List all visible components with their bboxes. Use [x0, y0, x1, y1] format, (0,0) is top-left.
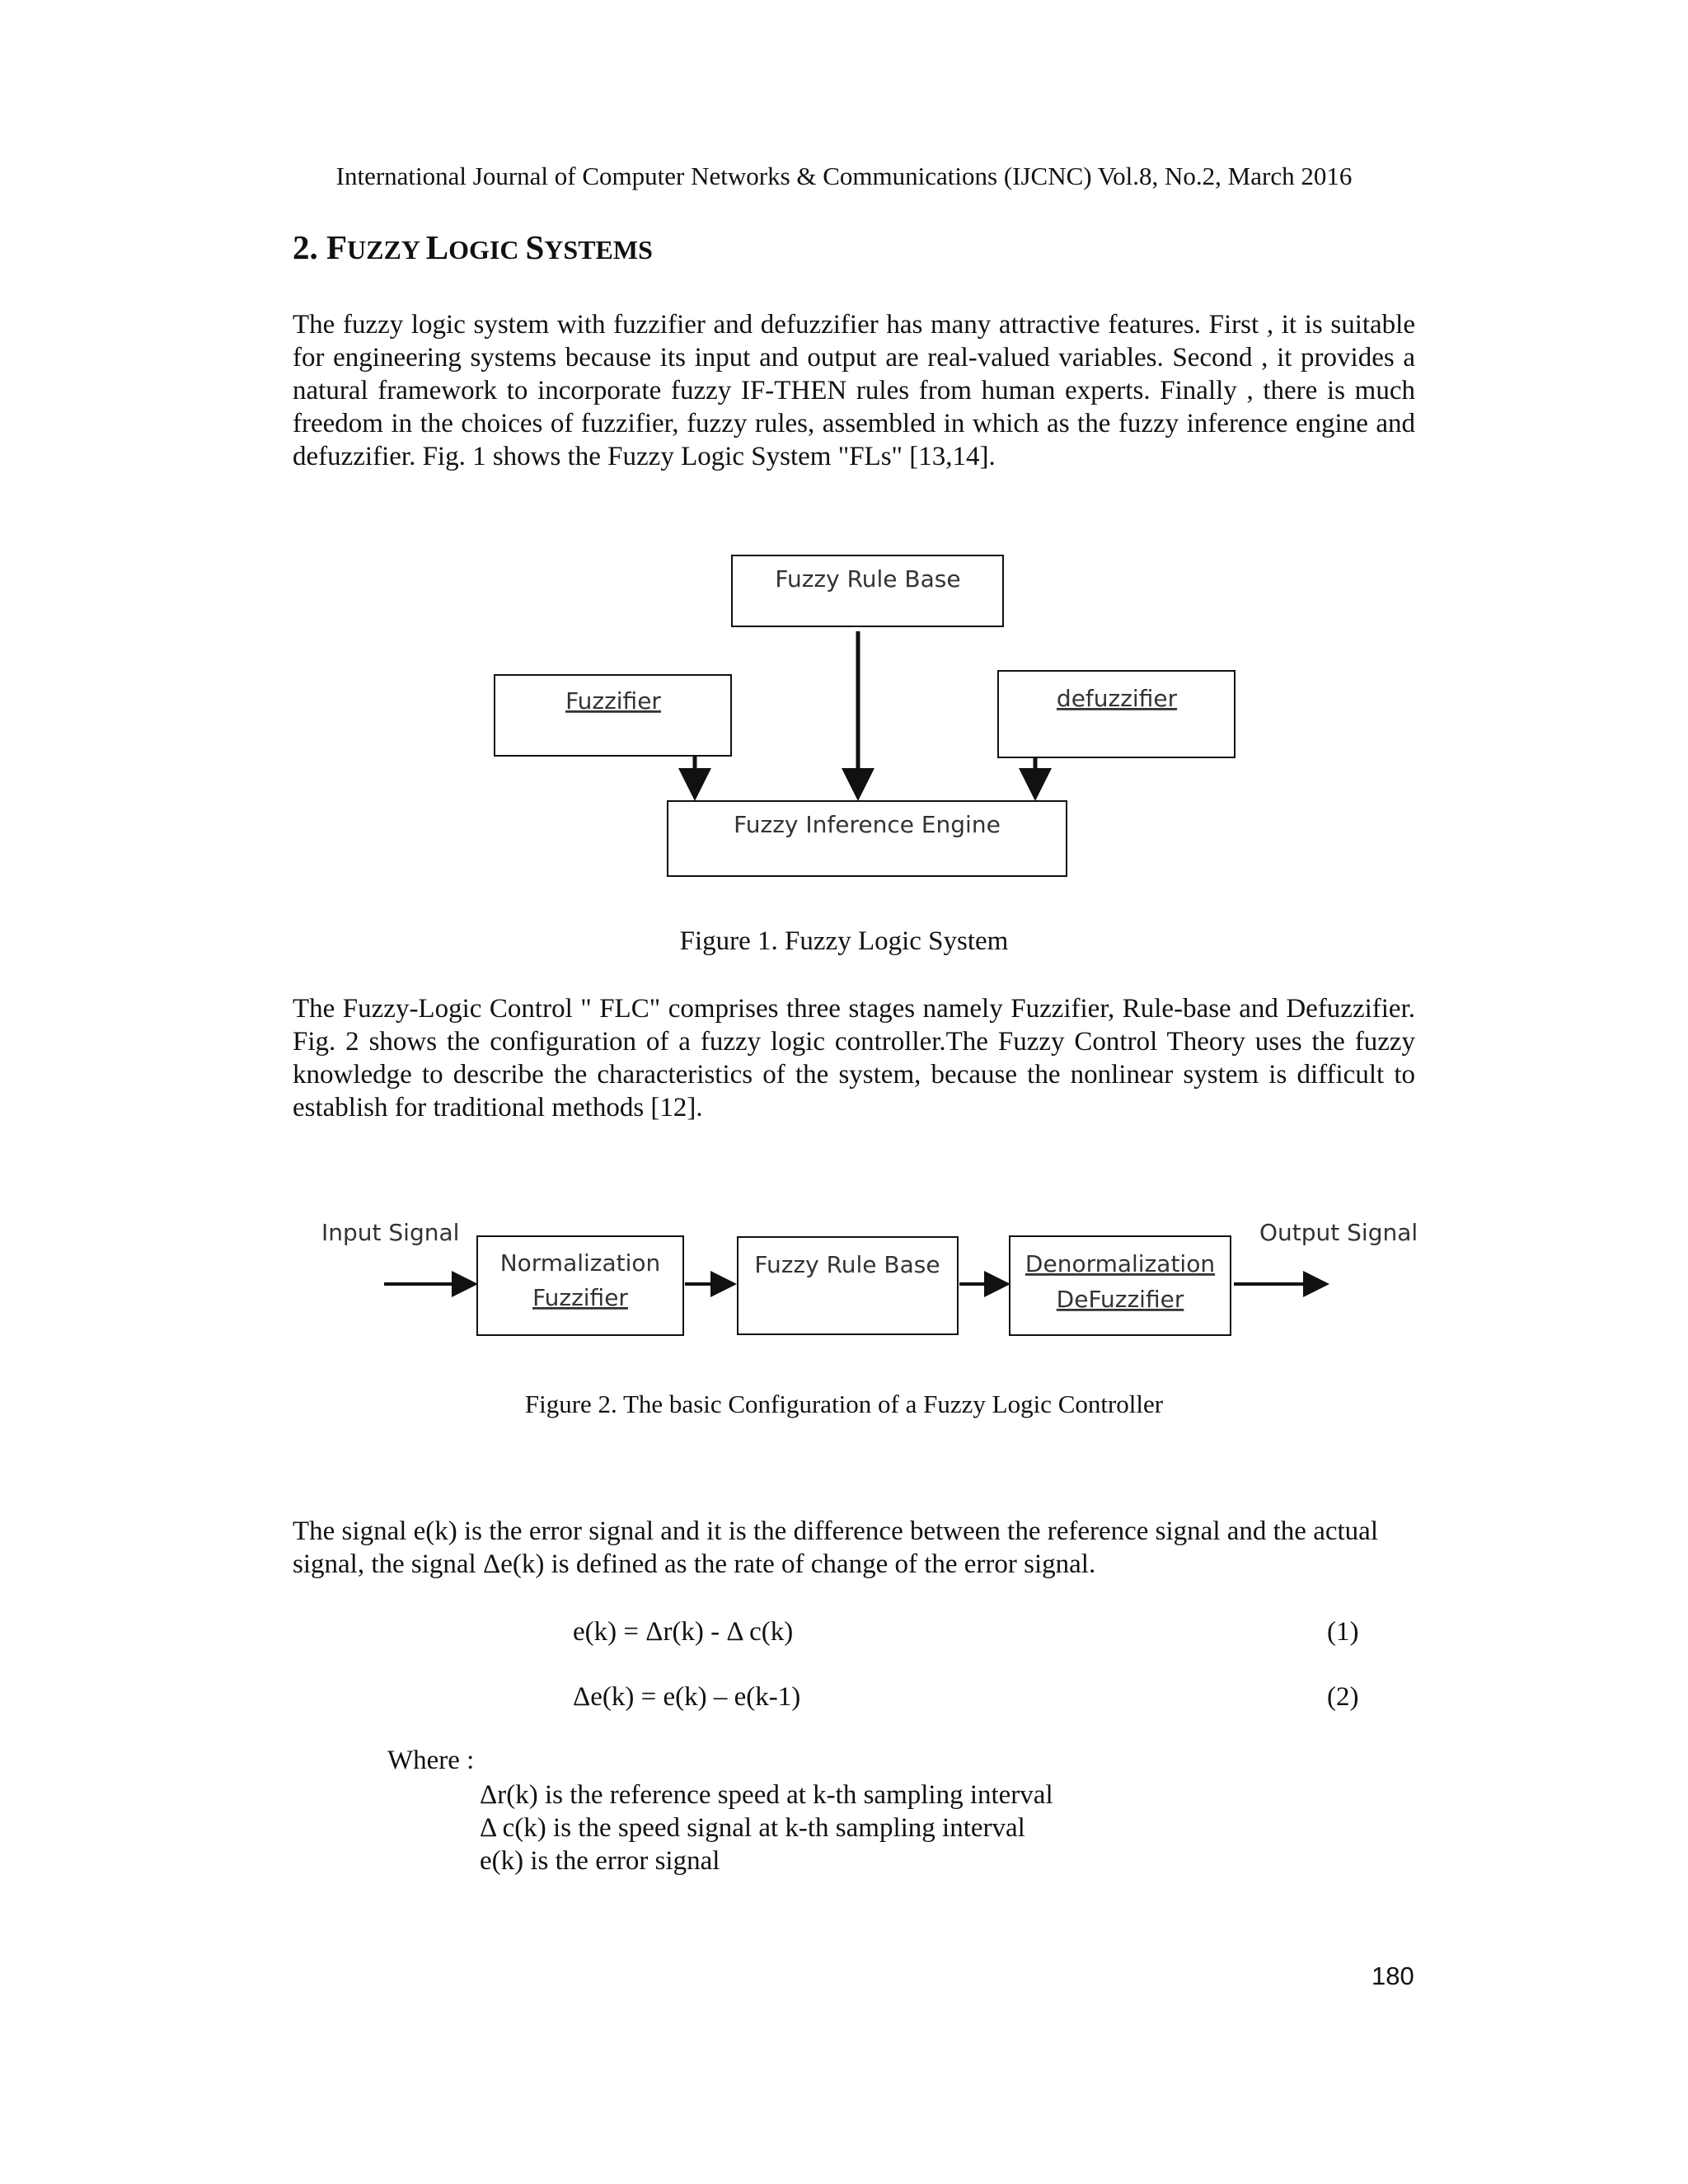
output-signal-label: Output Signal — [1259, 1219, 1418, 1246]
normalization-label: Normalization — [499, 1249, 661, 1277]
where-item-1: Δr(k) is the reference speed at k-th sampling interval — [480, 1780, 1053, 1810]
input-signal-label: Input Signal — [321, 1219, 460, 1246]
fuzzifier-label: Fuzzifier — [565, 687, 661, 715]
equation-2: Δe(k) = e(k) – e(k-1) — [573, 1682, 801, 1712]
fuzzy-rule-base-label-2: Fuzzy Rule Base — [754, 1251, 940, 1278]
defuzzifier-label: defuzzifier — [1056, 685, 1178, 712]
equation-1-number: (1) — [1327, 1617, 1359, 1647]
where-label: Where : — [387, 1746, 475, 1775]
title-cap-3: S — [525, 228, 545, 266]
where-item-3: e(k) is the error signal — [480, 1846, 720, 1876]
where-item-2: Δ c(k) is the speed signal at k-th sampling interval — [480, 1813, 1025, 1843]
paragraph-error-signal: The signal e(k) is the error signal and it is the difference between the reference signal and the actual signal, the signal Δe(k) is defined as the rate of change of the error signal. — [293, 1516, 1378, 1579]
defuzzifier-box — [998, 671, 1235, 757]
equation-2-number: (2) — [1327, 1682, 1359, 1712]
section-number: 2. — [293, 228, 318, 266]
page-number: 180 — [1372, 1961, 1414, 1990]
title-cap-1: F — [326, 228, 348, 266]
paragraph-flc: The Fuzzy-Logic Control " FLC" comprises three stages namely Fuzzifier, Rule-base and Defuzzifier. Fig. 2 shows the configuration of a fuzzy logic controller.The Fuzzy Control Theory uses the fuzzy knowledge to describe the characteristics of the system, because the nonlinear system is difficult to establish for traditional methods [12]. — [293, 994, 1415, 1122]
fuzzy-inference-engine-label: Fuzzy Inference Engine — [734, 811, 1001, 838]
fuzzifier-label-2: Fuzzifier — [532, 1284, 628, 1311]
fuzzy-rule-base-label: Fuzzy Rule Base — [775, 565, 961, 593]
figure-1-caption: Figure 1. Fuzzy Logic System — [679, 926, 1009, 956]
journal-header: International Journal of Computer Networks & Communications (IJCNC) Vol.8, No.2, March 2016 — [335, 162, 1353, 190]
title-cap-2: L — [425, 228, 449, 266]
title-small-1: UZZY — [347, 235, 426, 265]
equation-1: e(k) = Δr(k) - Δ c(k) — [573, 1617, 794, 1647]
figure-2-diagram — [0, 1187, 1688, 1352]
figure-1-diagram — [0, 0, 1688, 907]
title-small-2: OGIC — [448, 235, 526, 265]
denormalization-label: Denormalization — [1025, 1250, 1216, 1277]
figure-2-caption: Figure 2. The basic Configuration of a Fuzzy Logic Controller — [524, 1390, 1164, 1418]
paragraph-intro: The fuzzy logic system with fuzzifier and defuzzifier has many attractive features. First , it is suitable for engineering systems because its input and output are real-valued variables. Second , it provides a natural framework to incorporate fuzzy IF-THEN rules from human experts. Finally , there is much freedom in the choices of fuzzifier, fuzzy rules, assembled in which as the fuzzy inference engine and defuzzifier. Fig. 1 shows the Fuzzy Logic System "FLs" [13,14]. — [293, 310, 1415, 471]
title-small-3: YSTEMS — [544, 235, 653, 265]
defuzzifier-label-2: DeFuzzifier — [1056, 1286, 1184, 1313]
